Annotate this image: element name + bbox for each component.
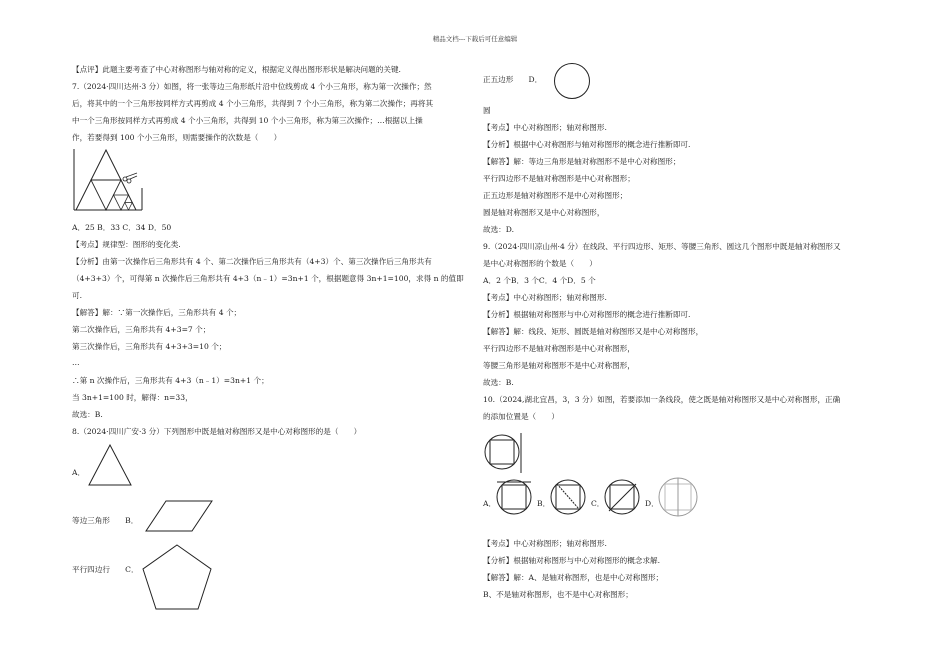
text-line: 可. — [72, 291, 83, 300]
text-line: 正五边形 D． — [483, 75, 543, 84]
text-line: 【解答】解：A、是轴对称图形，也是中心对称图形； — [483, 573, 664, 582]
text-line: 的添加位置是（ ） — [483, 412, 559, 421]
text-line: B． — [537, 499, 551, 508]
page-header: 精品文档---下载后可任意编辑 — [432, 35, 518, 43]
text-line: 【分析】根据轴对称图形与中心对称图形的概念求解. — [483, 556, 661, 565]
text-line: 【解答】解：等边三角形是轴对称图形不是中心对称图形； — [483, 157, 681, 166]
text-line: 【分析】根据中心对称图形与轴对称图形的概念进行推断即可. — [483, 140, 691, 149]
text-line: 当 3n+1=100 时，解得：n=33， — [72, 393, 193, 402]
text-line: … — [72, 358, 80, 367]
text-line: 7.（2024·四川达州·3 分）如图，将一张等边三角形纸片沿中位线剪成 4 个小三角形，称为第一次操作；然 — [72, 82, 432, 91]
text-line: 8.（2024·四川广安·3 分）下列图形中既是轴对称图形又是中心对称图形的是（ ） — [72, 427, 362, 436]
text-line: A．2 个B．3 个C．4 个D．5 个 — [483, 276, 596, 285]
text-line: 故选：B. — [483, 378, 514, 387]
text-line: 第三次操作后，三角形共有 4+3+3=10 个； — [72, 342, 227, 351]
text-line: 【考点】中心对称图形；轴对称图形. — [483, 293, 607, 302]
pentagon-figure — [142, 544, 212, 610]
triangle-cut-figure — [73, 148, 143, 212]
text-line: 【解答】解：∵第一次操作后，三角形共有 4 个； — [72, 308, 242, 317]
text-line: A． — [483, 499, 497, 508]
text-line: 等腰三角形是轴对称图形不是中心对称图形， — [483, 361, 635, 370]
text-line: 平行四边形不是轴对称图形是中心对称图形， — [483, 344, 635, 353]
text-line: （4+3+3）个，可得第 n 次操作后三角形共有 4+3（n﹣1）=3n+1 个，根据题意得 3n+1=100，求得 n 的值即 — [72, 274, 464, 283]
text-line: 故选：B. — [72, 410, 103, 419]
text-line: 【考点】规律型：图形的变化类. — [72, 240, 181, 249]
text-line: B、不是轴对称图形，也不是中心对称图形； — [483, 590, 633, 599]
text-line: 【分析】由第一次操作后三角形共有 4 个、第二次操作后三角形共有（4+3）个、第三次操作后三角形共有 — [72, 257, 432, 266]
text-line: 平行四边形不是轴对称图形是中心对称图形； — [483, 174, 635, 183]
text-line: 故选：D. — [483, 225, 515, 234]
option-d-figure — [657, 476, 699, 518]
text-line: 【考点】中心对称图形；轴对称图形. — [483, 539, 607, 548]
equilateral-triangle-figure — [88, 444, 132, 486]
text-line: A． — [72, 468, 86, 477]
text-line: 后，将其中的一个三角形按同样方式再剪成 4 个小三角形，共得到 7 个小三角形，称为第二次操作；再将其 — [72, 99, 434, 108]
text-line: C． — [591, 499, 605, 508]
text-line: 9.（2024·四川凉山州·4 分）在线段、平行四边形、矩形、等腰三角形、圆这几个图形中既是轴对称图形又 — [483, 242, 841, 251]
text-line: 【分析】根据轴对称图形与中心对称图形的概念进行推断即可. — [483, 310, 691, 319]
text-line: A．25 B．33 C．34 D．50 — [72, 223, 172, 232]
text-line: 等边三角形 B． — [72, 516, 139, 525]
text-line: 【点评】此题主要考查了中心对称图形与轴对称的定义，根据定义得出图形形状是解决问题的关键. — [72, 65, 401, 74]
option-b-figure — [549, 478, 587, 516]
circle-figure — [553, 62, 591, 100]
text-line: 平行四边行 C． — [72, 565, 139, 574]
text-line: 作，若要得到 100 个小三角形，则需要操作的次数是（ ） — [72, 133, 282, 142]
text-line: 是中心对称图形的个数是（ ） — [483, 259, 597, 268]
text-line: 第二次操作后，三角形共有 4+3=7 个； — [72, 325, 211, 334]
option-a-figure — [495, 478, 533, 516]
parallelogram-figure — [144, 500, 214, 532]
option-c-figure — [603, 478, 641, 516]
text-line: 【考点】中心对称图形；轴对称图形. — [483, 123, 607, 132]
text-line: 圆 — [483, 106, 491, 115]
text-line: D． — [645, 499, 659, 508]
text-line: 中一个三角形按同样方式再剪成 4 个小三角形，共得到 10 个小三角形，称为第三次操作；…根据以上操 — [72, 116, 423, 125]
text-line: 正五边形是轴对称图形不是中心对称图形； — [483, 191, 628, 200]
text-line: 10.（2024,湖北宜昌，3，3 分）如图，若要添加一条线段，使之既是轴对称图形又是中心对称图形，正确 — [483, 395, 841, 404]
text-line: ∴第 n 次操作后，三角形共有 4+3（n﹣1）=3n+1 个； — [72, 376, 269, 385]
text-line: 圆是轴对称图形又是中心对称图形， — [483, 208, 605, 217]
q10-main-figure — [483, 432, 525, 474]
text-line: 【解答】解：线段、矩形、圆既是轴对称图形又是中心对称图形， — [483, 327, 704, 336]
